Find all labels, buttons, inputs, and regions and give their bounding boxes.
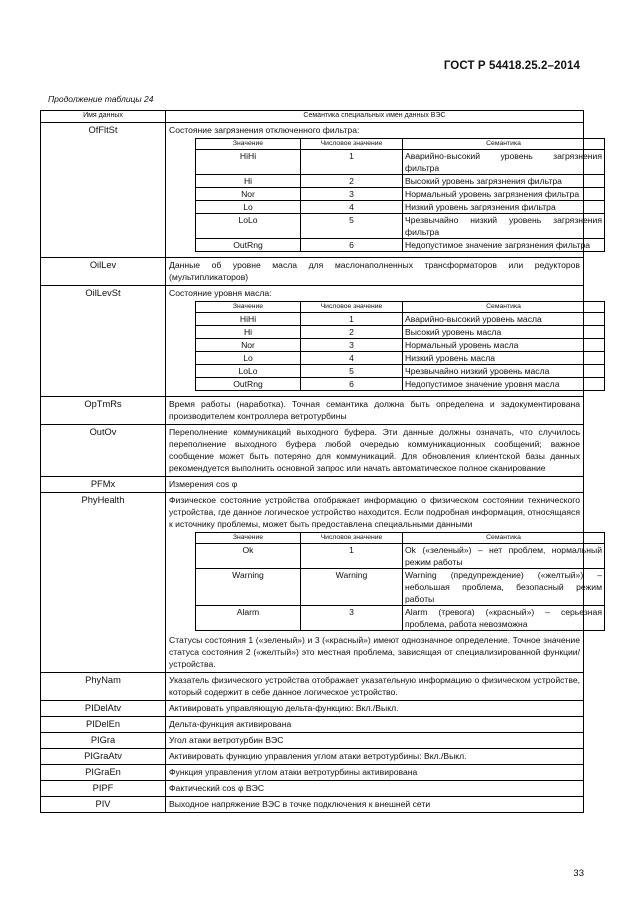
table-row: [41, 781, 584, 797]
semantics-cell: Активировать функцию управления углом атаки ветротурбины: Вкл./Выкл.: [166, 749, 584, 765]
table-row: [41, 286, 584, 397]
sub-value: Nor: [196, 339, 301, 352]
semantics-intro: Состояние загрязнения отключенного фильтра:: [169, 125, 360, 135]
sub-value: Warning: [196, 569, 301, 606]
sub-table-row: [196, 239, 605, 252]
sub-numeric: 5: [301, 365, 403, 378]
sub-numeric: 3: [301, 606, 403, 631]
sub-value: Hi: [196, 326, 301, 339]
table-row: [41, 493, 584, 673]
sub-value: OutRng: [196, 239, 301, 252]
data-name-cell: PFMx: [41, 477, 166, 493]
column-header-semantics: Семантика специальных имен данных ВЭС: [166, 111, 584, 123]
data-name-cell: OutOv: [41, 425, 166, 477]
data-name-cell: PhyNam: [41, 673, 166, 701]
sub-table-row: [196, 569, 605, 606]
table-header-row: [41, 111, 584, 123]
semantics-cell: Активировать управляющую дельта-функцию: Вкл./Выкл.: [166, 701, 584, 717]
sub-header-numeric: Числовое значение: [301, 302, 403, 313]
data-name-cell: PhyHealth: [41, 493, 166, 673]
sub-table: [195, 532, 605, 631]
page-number: 33: [573, 868, 584, 879]
data-name-cell: PIDelEn: [41, 717, 166, 733]
sub-semantics: Ok («зеленый») – нет проблем, нормальный режим работы: [403, 544, 605, 569]
data-name-cell: PIGra: [41, 733, 166, 749]
sub-semantics: Недопустимое значение загрязнения фильтра: [403, 239, 605, 252]
sub-header-numeric: Числовое значение: [301, 533, 403, 544]
sub-value: LoLo: [196, 214, 301, 239]
data-name-cell: PIGraAtv: [41, 749, 166, 765]
sub-value: HiHi: [196, 150, 301, 175]
data-name-cell: OilLevSt: [41, 286, 166, 397]
sub-table-row: [196, 313, 605, 326]
semantics-intro: Состояние уровня масла:: [169, 288, 272, 298]
data-name-cell: PIPF: [41, 781, 166, 797]
sub-table: [195, 138, 605, 252]
table-row: [41, 258, 584, 286]
sub-semantics: Нормальный уровень загрязнения фильтра: [403, 188, 605, 201]
semantics-intro: Физическое состояние устройства отображает информацию о физическом состоянии технического устройства, где данное логическое устройство находится. Если подробная информация, относящаяся к источнику проблемы, может быть предоставлена специальными данными: [169, 495, 580, 529]
sub-value: Lo: [196, 352, 301, 365]
sub-header-value: Значение: [196, 533, 301, 544]
sub-table-header-row: [196, 139, 605, 150]
sub-value: Alarm: [196, 606, 301, 631]
table-row: [41, 673, 584, 701]
sub-semantics: Низкий уровень масла: [403, 352, 605, 365]
sub-table-row: [196, 544, 605, 569]
sub-table-row: [196, 214, 605, 239]
sub-value: Lo: [196, 201, 301, 214]
sub-header-semantics: Семантика: [403, 302, 605, 313]
sub-numeric: 2: [301, 175, 403, 188]
data-name-cell: OfFltSt: [41, 123, 166, 258]
table-row: [41, 733, 584, 749]
semantics-cell: Данные об уровне масла для маслонаполненных трансформаторов или редукторов (мультипликаторов): [166, 258, 584, 286]
data-name-cell: PIDelAtv: [41, 701, 166, 717]
sub-table-header-row: [196, 533, 605, 544]
sub-numeric: 4: [301, 352, 403, 365]
sub-table: [195, 301, 605, 391]
table-row: [41, 425, 584, 477]
sub-header-semantics: Семантика: [403, 533, 605, 544]
sub-semantics: Нормальный уровень масла: [403, 339, 605, 352]
sub-table-row: [196, 150, 605, 175]
table-row: [41, 797, 584, 813]
sub-semantics: Чрезвычайно низкий уровень масла: [403, 365, 605, 378]
sub-table-header-row: [196, 302, 605, 313]
table-row: [41, 397, 584, 425]
sub-value: Ok: [196, 544, 301, 569]
semantics-cell: Переполнение коммуникаций выходного буфера. Эти данные должны означать, что случилось переполнение выходного буфера любой очередью коммуникационных сообщений; важное сообщение может быть потеряно для коммуникаций. Для обновления клиентской базы данных рекомендуется выполнить основной запрос или начать автоматическое полное сканирование: [166, 425, 584, 477]
sub-semantics: Недопустимое значение уровня масла: [403, 378, 605, 391]
semantics-cell: [166, 493, 602, 673]
semantics-cell: [166, 123, 602, 258]
sub-semantics: Аварийно-высокий уровень загрязнения фильтра: [403, 150, 605, 175]
sub-table-row: [196, 339, 605, 352]
semantics-cell: Угол атаки ветротурбин ВЭС: [166, 733, 584, 749]
sub-value: Nor: [196, 188, 301, 201]
data-semantics-table: [40, 110, 602, 813]
data-name-cell: PIGraEn: [41, 765, 166, 781]
table-row: [41, 749, 584, 765]
sub-numeric: 3: [301, 188, 403, 201]
sub-value: OutRng: [196, 378, 301, 391]
semantics-cell: Измерения cos φ: [166, 477, 584, 493]
sub-value: Hi: [196, 175, 301, 188]
sub-semantics: Высокий уровень загрязнения фильтра: [403, 175, 605, 188]
semantics-outro: Статусы состояния 1 («зеленый») и 3 («красный») имеют однозначное определение. Точное значение статуса состояния 2 («желтый») это местная проблема, зависящая от специализированной функции/устройства.: [169, 635, 580, 669]
sub-semantics: Alarm (тревога) («красный») – серьезная проблема, работа невозможна: [403, 606, 605, 631]
sub-header-numeric: Числовое значение: [301, 139, 403, 150]
sub-table-row: [196, 352, 605, 365]
sub-semantics: Высокий уровень масла: [403, 326, 605, 339]
sub-numeric: 6: [301, 239, 403, 252]
semantics-cell: Дельта-функция активирована: [166, 717, 584, 733]
sub-value: LoLo: [196, 365, 301, 378]
semantics-cell: [166, 286, 584, 397]
sub-semantics: Warning (предупреждение) («желтый») – небольшая проблема, безопасный режим работы: [403, 569, 605, 606]
column-header-name: Имя данных: [41, 111, 166, 123]
table-row: [41, 701, 584, 717]
sub-table-row: [196, 175, 605, 188]
sub-header-value: Значение: [196, 302, 301, 313]
semantics-cell: Функция управления углом атаки ветротурбины активирована: [166, 765, 584, 781]
sub-numeric: 6: [301, 378, 403, 391]
sub-numeric: 4: [301, 201, 403, 214]
sub-numeric: 5: [301, 214, 403, 239]
sub-numeric: 1: [301, 313, 403, 326]
semantics-cell: Указатель физического устройства отображает указательную информацию о физическом устройстве, который содержит в себе данное логическое устройство.: [166, 673, 584, 701]
sub-table-row: [196, 326, 605, 339]
table-row: [41, 765, 584, 781]
sub-semantics: Чрезвычайно низкий уровень загрязнения фильтра: [403, 214, 605, 239]
sub-table-row: [196, 606, 605, 631]
semantics-cell: Время работы (наработка). Точная семантика должна быть определена и задокументирована производителем контроллера ветротурбины: [166, 397, 584, 425]
data-name-cell: OilLev: [41, 258, 166, 286]
sub-numeric: 3: [301, 339, 403, 352]
sub-header-value: Значение: [196, 139, 301, 150]
document-standard-id: ГОСТ Р 54418.25.2–2014: [443, 60, 580, 72]
sub-numeric: 1: [301, 150, 403, 175]
sub-table-row: [196, 201, 605, 214]
table-row: [41, 123, 584, 258]
sub-numeric: 2: [301, 326, 403, 339]
sub-header-semantics: Семантика: [403, 139, 605, 150]
sub-semantics: Низкий уровень загрязнения фильтра: [403, 201, 605, 214]
sub-value: HiHi: [196, 313, 301, 326]
data-name-cell: OpTmRs: [41, 397, 166, 425]
table-continuation-label: Продолжение таблицы 24: [48, 94, 154, 104]
sub-table-row: [196, 188, 605, 201]
semantics-cell: Фактический cos φ ВЭС: [166, 781, 584, 797]
semantics-cell: Выходное напряжение ВЭС в точке подключения к внешней сети: [166, 797, 584, 813]
sub-numeric: 1: [301, 544, 403, 569]
data-name-cell: PIV: [41, 797, 166, 813]
sub-numeric: Warning: [301, 569, 403, 606]
sub-table-row: [196, 378, 605, 391]
sub-semantics: Аварийно-высокий уровень масла: [403, 313, 605, 326]
table-row: [41, 477, 584, 493]
table-row: [41, 717, 584, 733]
sub-table-row: [196, 365, 605, 378]
